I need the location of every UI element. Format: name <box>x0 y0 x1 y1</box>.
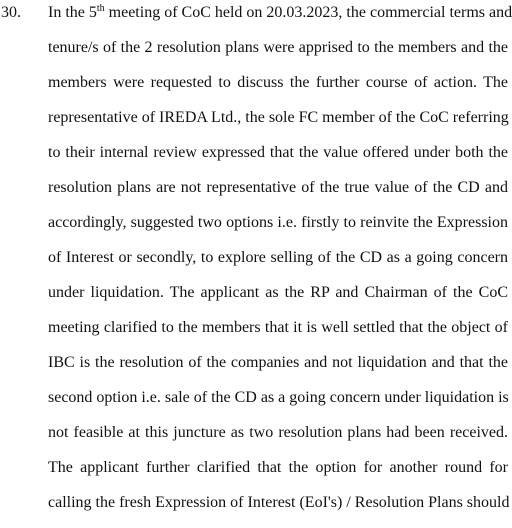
paragraph-line: not feasible at this juncture as two resolution plans had been received. <box>48 424 508 441</box>
line-1-text-start: In the 5 <box>48 4 97 21</box>
paragraph-line: members were requested to discuss the further course of action. The <box>48 74 508 91</box>
paragraph-line: The applicant further clarified that the option for another round for <box>48 459 508 476</box>
paragraph-line: to their internal review expressed that the value offered under both the <box>48 144 508 161</box>
ordinal-superscript: th <box>96 3 105 14</box>
line-1-text-end: meeting of CoC held on 20.03.2023, the commercial terms and <box>104 4 512 21</box>
paragraph-line: under liquidation. The applicant as the RP and Chairman of the CoC <box>48 284 508 301</box>
paragraph-line: calling the fresh Expression of Interest (EoI's) / Resolution Plans should <box>48 494 510 511</box>
paragraph-line: accordingly, suggested two options i.e. firstly to reinvite the Expression <box>48 214 508 231</box>
paragraph-body <box>48 3 512 528</box>
paragraph-number: 30. <box>1 4 21 21</box>
paragraph-line-1 <box>48 3 512 38</box>
paragraph-line: meeting clarified to the members that it is well settled that the object of <box>48 319 508 336</box>
paragraph-line: representative of IREDA Ltd., the sole FC member of the CoC referring <box>48 109 509 126</box>
paragraph-line: resolution plans are not representative of the true value of the CD and <box>48 179 508 196</box>
paragraph-line: IBC is the resolution of the companies and not liquidation and that the <box>48 354 508 371</box>
paragraph-line: of Interest or secondly, to explore selling of the CD as a going concern <box>48 249 508 266</box>
paragraph-line: second option i.e. sale of the CD as a going concern under liquidation is <box>48 389 509 406</box>
paragraph-line: tenure/s of the 2 resolution plans were apprised to the members and the <box>48 39 508 56</box>
